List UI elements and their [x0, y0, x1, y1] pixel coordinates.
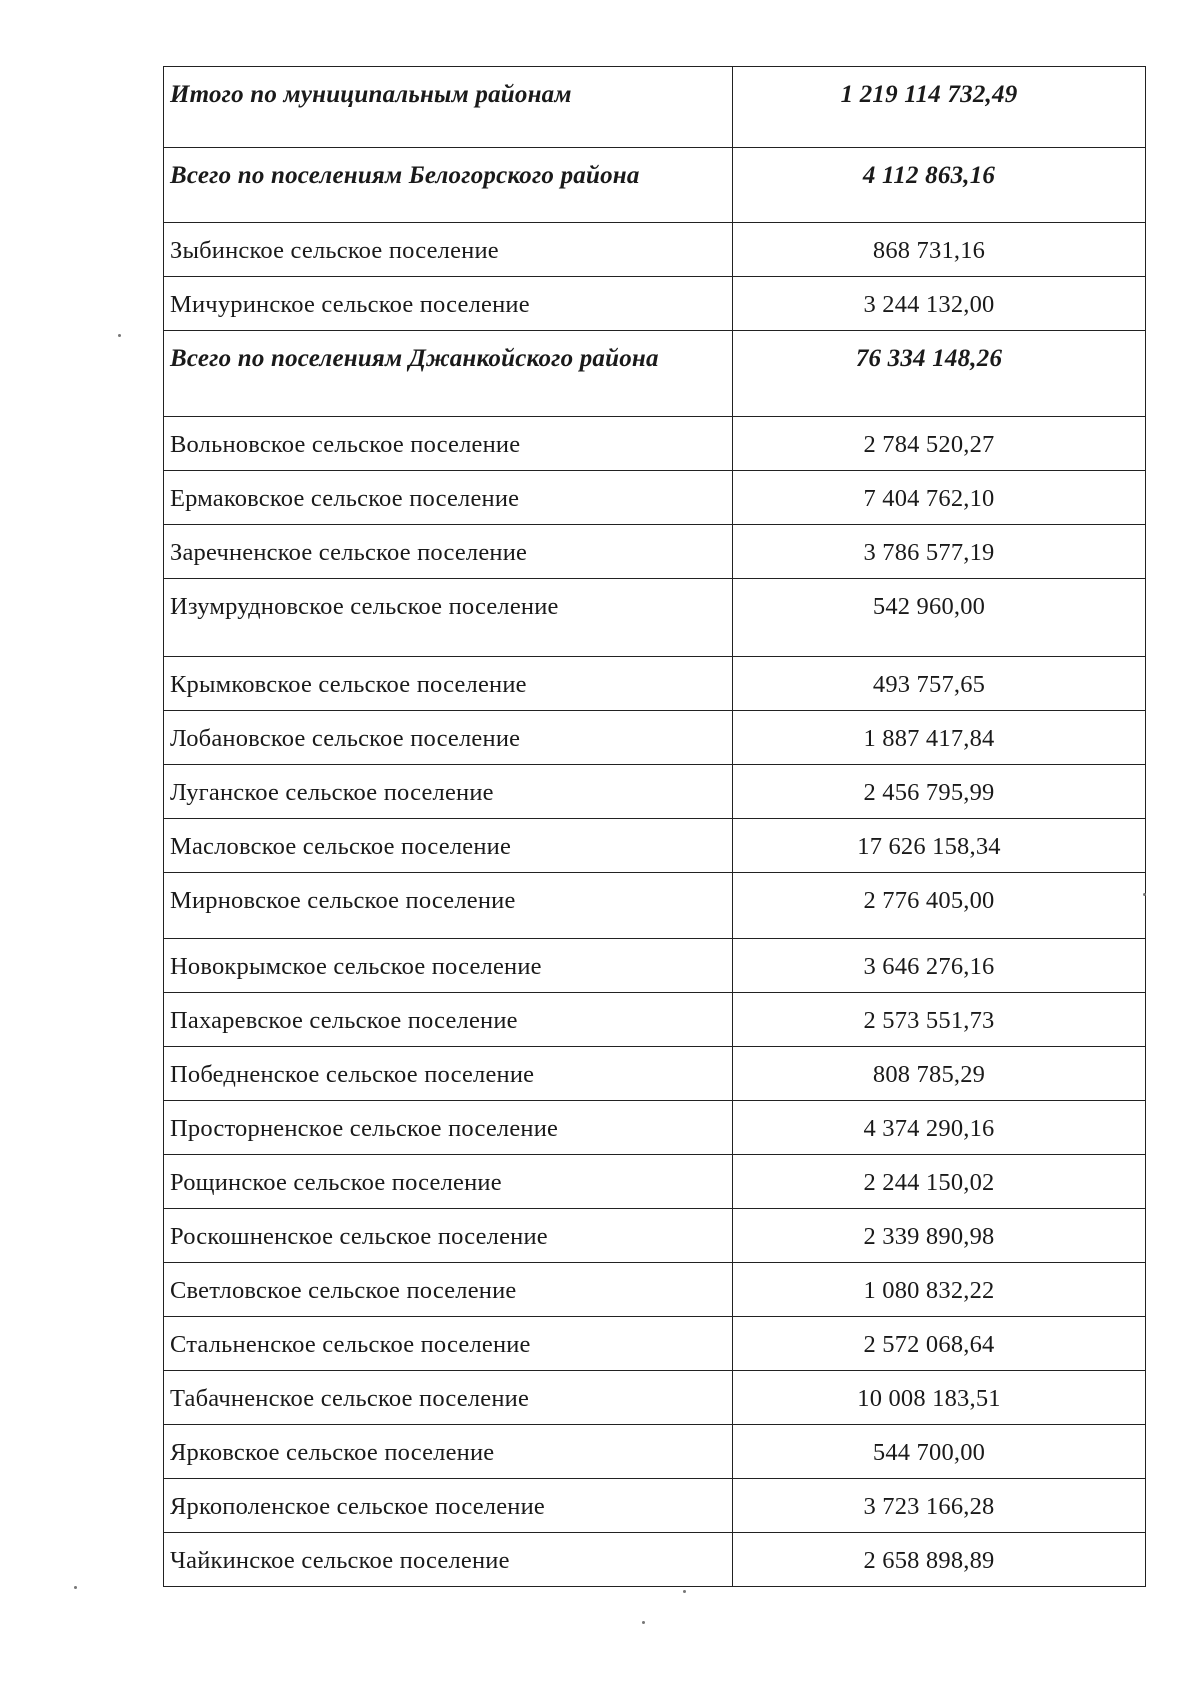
settlement-name-cell: Лобановское сельское поселение [164, 711, 733, 765]
settlement-name-cell: Зыбинское сельское поселение [164, 223, 733, 277]
amount-cell: 493 757,65 [733, 657, 1146, 711]
amount-cell: 2 244 150,02 [733, 1155, 1146, 1209]
total-row [164, 331, 1146, 417]
amount-cell: 2 339 890,98 [733, 1209, 1146, 1263]
settlement-name-cell: Просторненское сельское поселение [164, 1101, 733, 1155]
settlement-name-cell: Яркополенское сельское поселение [164, 1479, 733, 1533]
table-row [164, 1317, 1146, 1371]
amount-cell: 3 723 166,28 [733, 1479, 1146, 1533]
table-row [164, 417, 1146, 471]
table-row [164, 939, 1146, 993]
settlement-name-cell: Светловское сельское поселение [164, 1263, 733, 1317]
settlement-name-cell: Луганское сельское поселение [164, 765, 733, 819]
table-row [164, 1101, 1146, 1155]
table-row [164, 711, 1146, 765]
amount-cell: 2 658 898,89 [733, 1533, 1146, 1587]
settlement-name-cell: Рощинское сельское поселение [164, 1155, 733, 1209]
amount-cell: 2 456 795,99 [733, 765, 1146, 819]
scan-speck [683, 1590, 686, 1593]
table-row [164, 1209, 1146, 1263]
settlement-name-cell: Вольновское сельское поселение [164, 417, 733, 471]
table-row [164, 1371, 1146, 1425]
table-row [164, 873, 1146, 939]
amount-cell: 868 731,16 [733, 223, 1146, 277]
settlement-name-cell: Новокрымское сельское поселение [164, 939, 733, 993]
settlement-name-cell: Заречненское сельское поселение [164, 525, 733, 579]
settlement-name-cell: Всего по поселениям Джанкойского района [164, 331, 733, 417]
amount-cell: 3 244 132,00 [733, 277, 1146, 331]
amount-cell: 4 112 863,16 [733, 148, 1146, 223]
table-row [164, 1425, 1146, 1479]
amount-cell: 4 374 290,16 [733, 1101, 1146, 1155]
amount-cell: 2 784 520,27 [733, 417, 1146, 471]
amount-cell: 17 626 158,34 [733, 819, 1146, 873]
table-row [164, 277, 1146, 331]
amount-cell: 1 219 114 732,49 [733, 67, 1146, 148]
settlement-name-cell: Мичуринское сельское поселение [164, 277, 733, 331]
total-row [164, 67, 1146, 148]
settlement-name-cell: Табачненское сельское поселение [164, 1371, 733, 1425]
amount-cell: 1 080 832,22 [733, 1263, 1146, 1317]
table-row [164, 993, 1146, 1047]
settlement-name-cell: Изумрудновское сельское поселение [164, 579, 733, 657]
table-row [164, 1533, 1146, 1587]
amount-cell: 2 573 551,73 [733, 993, 1146, 1047]
amount-cell: 1 887 417,84 [733, 711, 1146, 765]
scan-speck [118, 334, 121, 337]
amount-cell: 3 786 577,19 [733, 525, 1146, 579]
table-row [164, 223, 1146, 277]
settlement-name-cell: Итого по муниципальным районам [164, 67, 733, 148]
amount-cell: 542 960,00 [733, 579, 1146, 657]
amount-cell: 808 785,29 [733, 1047, 1146, 1101]
settlement-name-cell: Пахаревское сельское поселение [164, 993, 733, 1047]
table-row [164, 471, 1146, 525]
total-row [164, 148, 1146, 223]
budget-table [163, 66, 1146, 1587]
table-row [164, 657, 1146, 711]
settlement-name-cell: Победненское сельское поселение [164, 1047, 733, 1101]
amount-cell: 7 404 762,10 [733, 471, 1146, 525]
table-row [164, 579, 1146, 657]
amount-cell: 10 008 183,51 [733, 1371, 1146, 1425]
amount-cell: 2 572 068,64 [733, 1317, 1146, 1371]
settlement-name-cell: Стальненское сельское поселение [164, 1317, 733, 1371]
settlement-name-cell: Всего по поселениям Белогорского района [164, 148, 733, 223]
scan-speck [1143, 893, 1146, 896]
settlement-name-cell: Чайкинское сельское поселение [164, 1533, 733, 1587]
settlement-name-cell: Ермаковское сельское поселение [164, 471, 733, 525]
table-row [164, 1047, 1146, 1101]
settlement-name-cell: Масловское сельское поселение [164, 819, 733, 873]
table-row [164, 765, 1146, 819]
settlement-name-cell: Ярковское сельское поселение [164, 1425, 733, 1479]
table-row [164, 1263, 1146, 1317]
scan-speck [642, 1621, 645, 1624]
amount-cell: 544 700,00 [733, 1425, 1146, 1479]
table-row [164, 819, 1146, 873]
table-row [164, 525, 1146, 579]
settlement-name-cell: Мирновское сельское поселение [164, 873, 733, 939]
settlement-name-cell: Роскошненское сельское поселение [164, 1209, 733, 1263]
scan-speck [74, 1586, 77, 1589]
table-body [164, 67, 1146, 1587]
amount-cell: 2 776 405,00 [733, 873, 1146, 939]
settlement-name-cell: Крымковское сельское поселение [164, 657, 733, 711]
amount-cell: 3 646 276,16 [733, 939, 1146, 993]
table-row [164, 1155, 1146, 1209]
table-row [164, 1479, 1146, 1533]
amount-cell: 76 334 148,26 [733, 331, 1146, 417]
